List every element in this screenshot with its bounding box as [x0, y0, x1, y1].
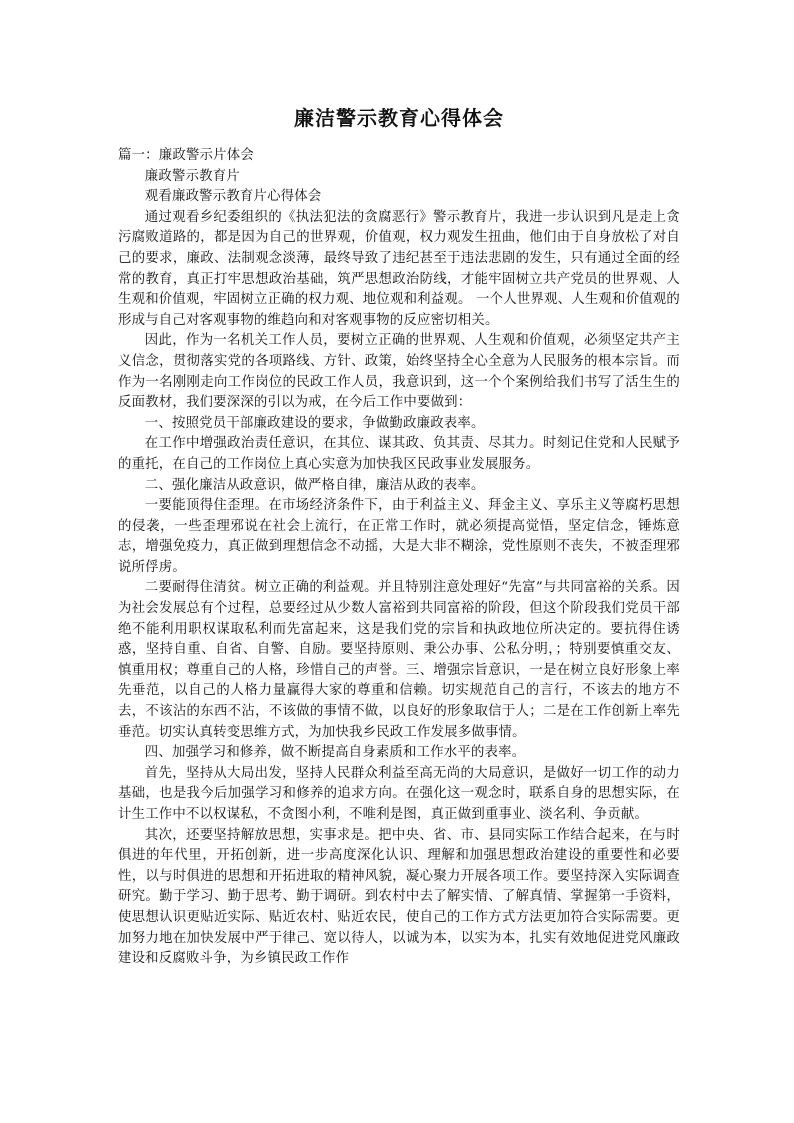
subtitle-1: 廉政警示教育片 [144, 168, 240, 184]
paragraph-1: 通过观看乡纪委组织的《执法犯法的贪腐恶行》警示教育片，我进一步认识到凡是走上贪污腐败道路的，都是因为自己的世界观，价值观，权力观发生扭曲，他们由于自身放松了对自己的要求，廉政、法制观念淡薄，最终导致了违纪甚至于违法悲剧的发生，只有通过全面的经常的教育，真正打牢思想政治基础，筑严思想政治防线，才能牢固树立共产党员的世界观、人生观和价值观，牢固树立正确的权力观、地位观和利益观。 一个人世界观、人生观和价值观的形成与自己对客观事物的维趋向和对客观事物的反应密切相关。 [118, 209, 680, 328]
paragraph-2: 因此，作为一名机关工作人员，要树立正确的世界观、人生观和价值观，必须坚定共产主义信念，贯彻落实党的各项路线、方针、政策，始终坚持全心全意为人民服务的根本宗旨。而作为一名刚刚走向工作岗位的民政工作人员，我意识到，这一个个案例给我们书写了活生生的反面教材，我们要深深的引以为戒，在今后工作中要做到： [118, 333, 680, 411]
paragraph-3: 一、按照党员干部廉政建设的要求，争做勤政廉政表率。 [144, 415, 485, 431]
paragraph-6: 一要能顶得住歪理。在市场经济条件下，由于利益主义、拜金主义、享乐主义等腐朽思想的侵袭，一些歪理邪说在社会上流行，在正常工作时，就必须提高觉悟，坚定信念，锤炼意志，增强免疫力，真正做到理想信念不动摇，大是大非不糊涂，党性原则不丧失，不被歪理邪说所俘虏。 [118, 498, 680, 575]
paragraph-8: 四、加强学习和修养，做不断提高自身素质和工作水平的表率。 [144, 745, 526, 761]
document-title: 廉洁警示教育心得体会 [294, 106, 504, 130]
subtitle-2: 观看廉政警示教育片心得体会 [144, 189, 322, 205]
paragraph-7: 二要耐得住清贫。树立正确的利益观。并且特别注意处理好“先富”与共同富裕的关系。因为社会发展总有个过程，总要经过从少数人富裕到共同富裕的阶段，但这个阶段我们党员干部绝不能利用职权谋取私利而先富起来，这是我们党的宗旨和执政地位所决定的。要抗得住诱惑，坚持自重、自省、自警、自励。要坚持原则、秉公办事、公私分明，；特别要慎重交友、慎重用权；尊重自己的人格，珍惜自己的声誉。三、增强宗旨意识，一是在树立良好形象上率先垂范，以自己的人格力量赢得大家的尊重和信赖。切实规范自己的言行，不该去的地方不去，不该沾的东西不沾，不该做的事情不做，以良好的形象取信于人；二是在工作创新上率先垂范。切实认真转变思维方式，为加快我乡民政工作发展多做事情。 [118, 580, 680, 740]
paragraph-5: 二、强化廉洁从政意识，做严格自律，廉洁从政的表率。 [144, 477, 485, 493]
paragraph-10: 其次，还要坚持解放思想，实事求是。把中央、省、市、县同实际工作结合起来，在与时俱进的年代里，开拓创新，进一步高度深化认识、理解和加强思想政治建设的重要性和必要性，以与时俱进的思想和开拓进取的精神风貌，凝心聚力开展各项工作。要坚持深入实际调查研究。勤于学习、勤于思考、勤于调研。到农村中去了解实情、了解真情、掌握第一手资料，使思想认识更贴近实际、贴近农村、贴近农民，使自己的工作方式方法更加符合实际需要。更加努力地在加快发展中严于律己、宽以待人，以诚为本，以实为本，扎实有效地促进党风廉政建设和反腐败斗争，为乡镇民政工作作 [118, 827, 680, 967]
section-heading: 篇一：廉政警示片体会 [118, 148, 254, 163]
paragraph-4: 在工作中增强政治责任意识，在其位、谋其政、负其责、尽其力。时刻记住党和人民赋予的重托，在自己的工作岗位上真心实意为加快我区民政事业发展服务。 [118, 436, 680, 472]
paragraph-9: 首先，坚持从大局出发，坚持人民群众利益至高无尚的大局意识，是做好一切工作的动力基础，也是我今后加强学习和修养的追求方向。在强化这一观念时，联系自身的思想实际，在计生工作中不以权谋私，不贪图小利，不唯利是图，真正做到重事业、淡名利、争贡献。 [118, 765, 680, 822]
